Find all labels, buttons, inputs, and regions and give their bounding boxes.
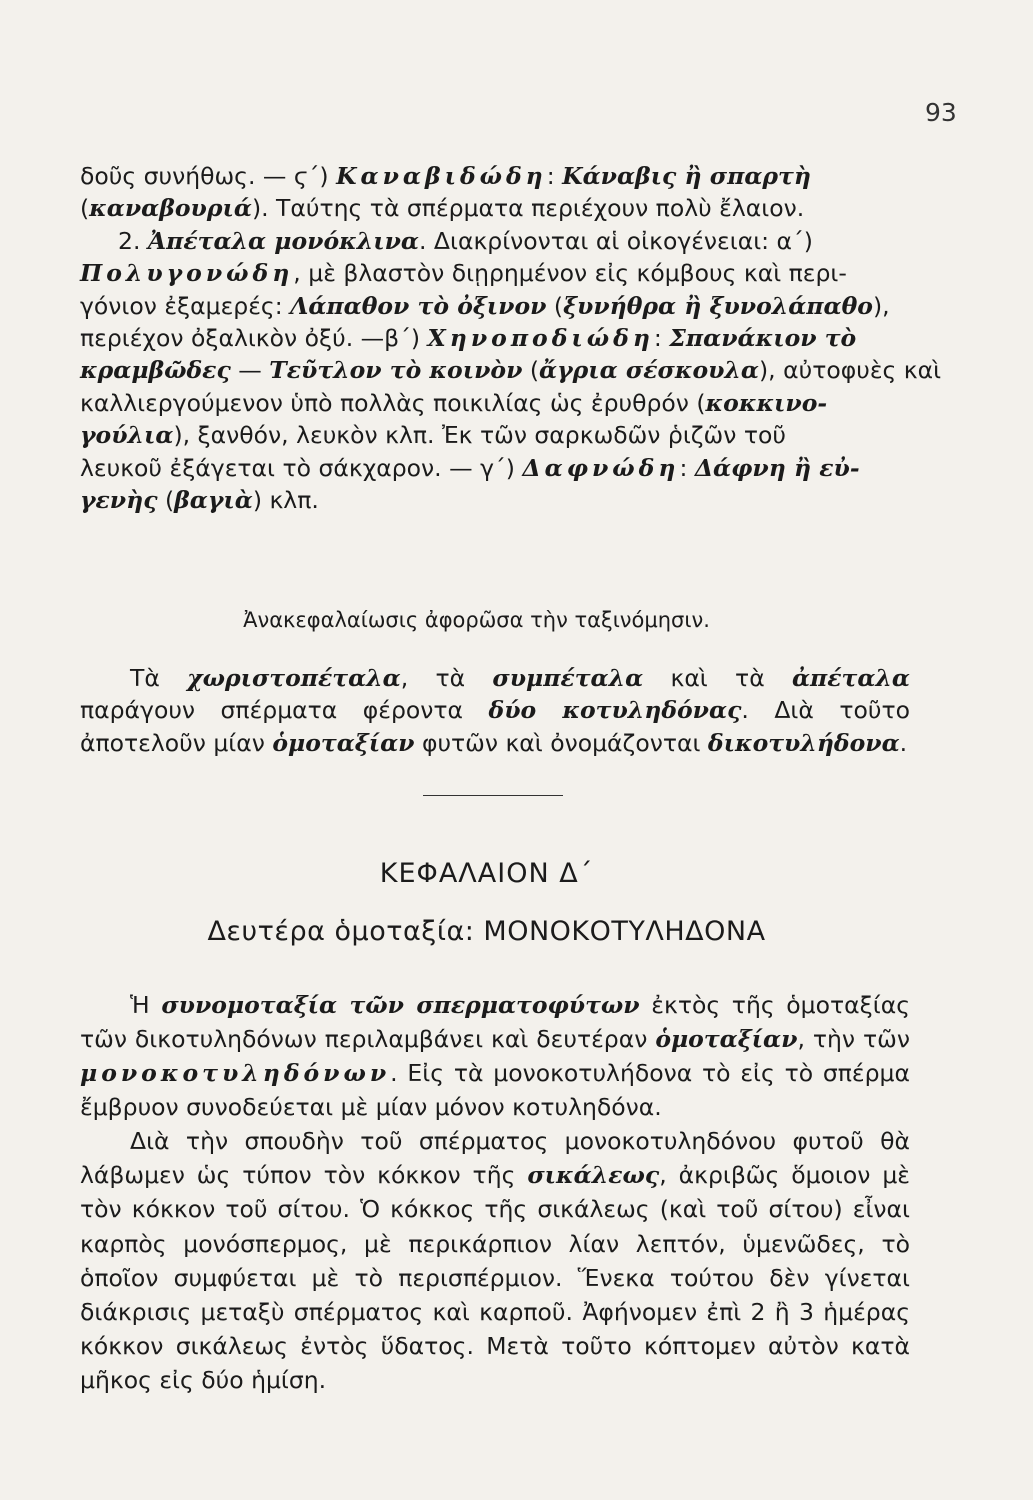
section-heading: Δευτέρα ὁμοταξία: ΜΟΝΟΚΟΤΥΛΗΔΟΝΑ <box>207 916 766 947</box>
paragraph-summary: Τὰ χωριστοπέταλα, τὰ συμπέταλα καὶ τὰ ἀπέταλα παράγουν σπέρματα φέροντα δύο κοτυληδόνας. Διὰ τοῦτο ἀποτελοῦν μίαν ὁμοταξίαν φυτῶν καὶ ὀνομάζονται δικοτυλήδονα. <box>80 664 910 757</box>
page-number: 93 <box>925 98 957 127</box>
text-line: γόνιον ἐξαμερές: Λάπαθον τὸ ὀξινον (ξυνήθρα ἢ ξυνολάπαθο), <box>80 291 890 320</box>
text-line: Πολυγονώδη, μὲ βλαστὸν διῃρημένον εἰς κόμβους καὶ περι- <box>80 259 847 288</box>
text-line: (καναβουριά). Ταύτης τὰ σπέρματα περιέχουν πολὺ ἔλαιον. <box>80 194 805 223</box>
chapter-heading: ΚΕΦΑΛΑΙΟΝ Δ΄ <box>379 858 594 889</box>
section-divider <box>423 795 563 796</box>
text-line: γενὴς (βαγιὰ) κλπ. <box>80 486 319 515</box>
text-line: 2. Ἀπέταλα μονόκλινα. Διακρίνονται αἱ οἰκογένειαι: α΄) <box>118 226 813 255</box>
text-line: δοῦς συνήθως. — ϛ΄) Καναβιδώδη: Κάναβις ἢ σπαρτὴ <box>80 162 811 190</box>
text-line: καλλιεργούμενον ὑπὸ πολλὰς ποικιλίας ὡς ἐρυθρόν (κοκκινο- <box>80 388 828 417</box>
text-line: γούλια), ξανθόν, λευκὸν κλπ. Ἐκ τῶν σαρκωδῶν ῥιζῶν τοῦ <box>80 421 786 450</box>
text-line: λευκοῦ ἐξάγεται τὸ σάκχαρον. — γ΄) Δαφνώδη: Δάφνη ἢ εὐ- <box>80 453 860 482</box>
paragraph-monocots-intro: Ἡ συνομοταξία τῶν σπερματοφύτων ἐκτὸς τῆς ὁμοταξίας τῶν δικοτυληδόνων περιλαμβάνει καὶ δευτέραν ὁμοταξίαν, τὴν τῶν μονοκοτυληδόνων. Εἰς τὰ μονοκοτυλήδονα τὸ εἰς τὸ σπέρμα ἔμβρυον συνοδεύεται μὲ μίαν μόνον κοτυληδόνα. <box>80 991 910 1121</box>
text-line: περιέχον ὀξαλικὸν ὀξύ. —β΄) Χηνοποδιώδη: Σπανάκιον τὸ <box>80 324 857 353</box>
paragraph-rye-seed: Διὰ τὴν σπουδὴν τοῦ σπέρματος μονοκοτυληδόνου φυτοῦ θὰ λάβωμεν ὡς τύπον τὸν κόκκον τῆς σικάλεως, ἀκριβῶς ὅμοιον μὲ τὸν κόκκον τοῦ σίτου. Ὁ κόκκος τῆς σικάλεως (καὶ τοῦ σίτου) εἶναι καρπὸς μονόσπερμος, μὲ περικάρπιον λίαν λεπτόν, ὑμενῶδες, τὸ ὁποῖον συμφύεται μὲ τὸ περισπέρμιον. Ἕνεκα τούτου δὲν γίνεται διάκρισις μεταξὺ σπέρματος καὶ καρποῦ. Ἀφήνομεν ἐπὶ 2 ἢ 3 ἡμέρας κόκκον σικάλεως ἐντὸς ὕδατος. Μετὰ τοῦτο κόπτομεν αὐτὸν κατὰ μῆκος εἰς δύο ἡμίση. <box>80 1127 910 1395</box>
paragraph-plant-families <box>80 160 942 516</box>
summary-title: Ἀνακεφαλαίωσις ἀφορῶσα τὴν ταξινόμησιν. <box>243 608 710 632</box>
text-line: κραμβῶδες — Τεῦτλον τὸ κοινὸν (ἄγρια σέσκουλα), αὐτοφυὲς καὶ <box>80 356 942 385</box>
